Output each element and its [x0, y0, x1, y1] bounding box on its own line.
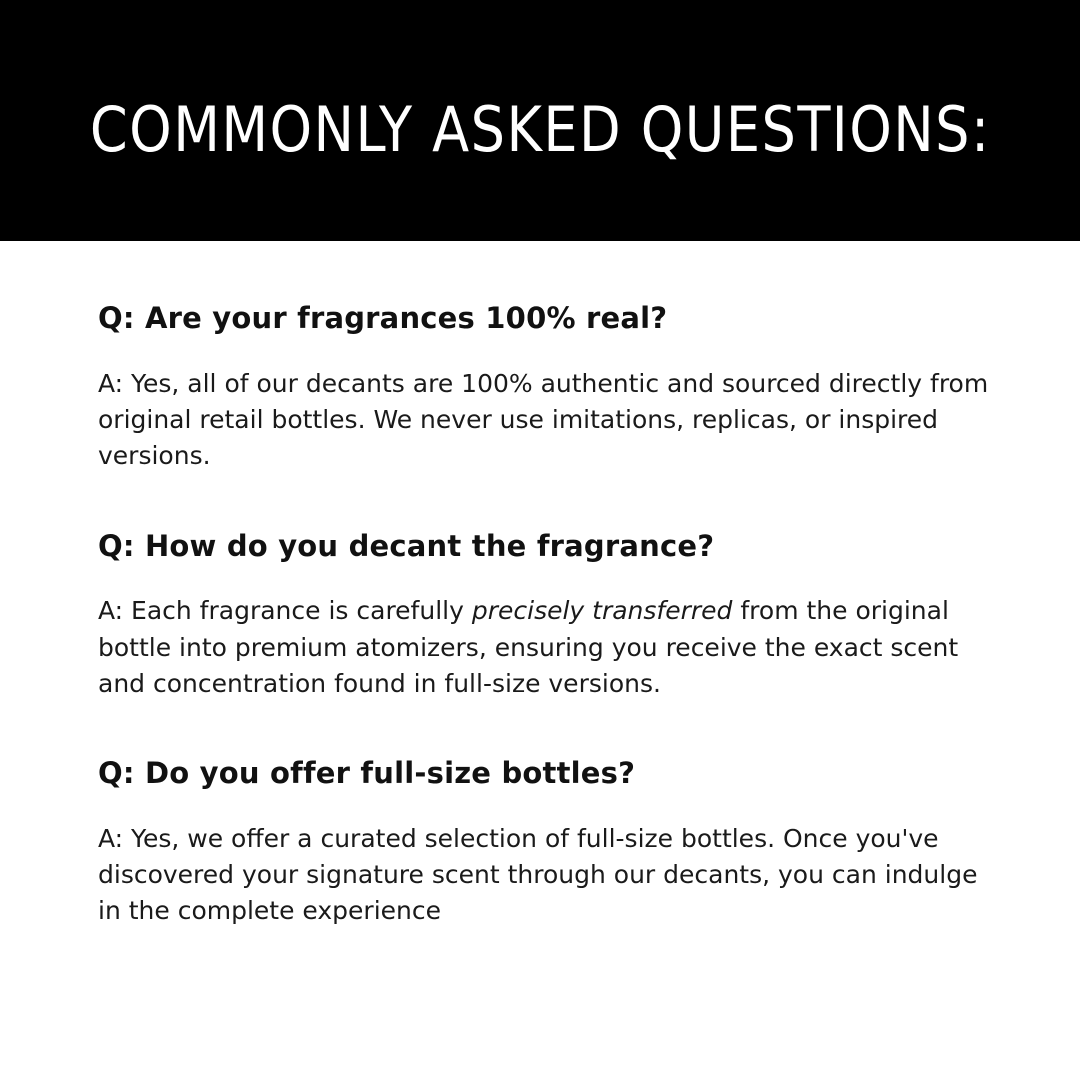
faq-item [98, 756, 1006, 930]
faq-answer-emphasis: precisely transferred [471, 596, 733, 626]
faq-question: Q: Are your fragrances 100% real? [98, 301, 668, 335]
header-banner [0, 0, 1080, 241]
faq-question: Q: How do you decant the fragrance? [98, 528, 715, 563]
faq-answer [98, 366, 1006, 475]
page-title: COMMONLY ASKED QUESTIONS: [89, 93, 991, 166]
faq-question: Q: Do you offer full-size bottles? [98, 756, 636, 791]
faq-answer [98, 821, 1006, 930]
faq-answer-post: from the original bottle into premium atomizers, ensuring you receive the exact scent and concentration found in full-size versions. [98, 596, 959, 698]
faq-answer-pre: A: Each fragrance is carefully [98, 596, 472, 626]
faq-item [98, 529, 1006, 703]
faq-item [98, 301, 1006, 475]
faq-answer [98, 593, 1006, 702]
faq-answer-pre: A: Yes, all of our decants are 100% authentic and sourced directly from original retail bottles. We never use imitations, replicas, or inspired versions. [98, 368, 989, 471]
faq-list [0, 241, 1080, 930]
faq-answer-pre: A: Yes, we offer a curated selection of full-size bottles. Once you've discovered your signature scent through our decants, you can indulge in the complete experience [98, 823, 978, 926]
